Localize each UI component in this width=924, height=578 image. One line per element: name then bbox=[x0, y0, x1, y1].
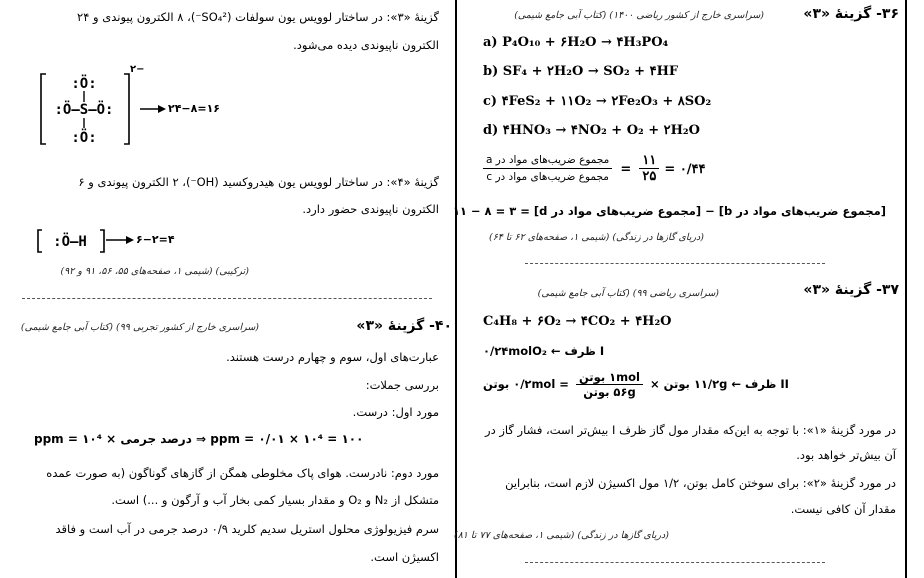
q36-ratio-value-denominator: ۲۵ bbox=[642, 169, 657, 184]
hydroxide-lewis-svg bbox=[36, 226, 216, 256]
option3-text-line2: الکترون ناپیوندی دیده می‌شود. bbox=[293, 38, 439, 52]
q37-separator bbox=[525, 562, 825, 563]
q37-conversion-fraction bbox=[576, 370, 643, 399]
hydroxide-lewis-structure bbox=[36, 226, 216, 256]
q37-paragraph-2b: مقدار آن کافی نیست. bbox=[790, 502, 896, 516]
q37-source: (سراسری ریاضی ۹۹) (کتاب آبی جامع شیمی) bbox=[537, 288, 719, 299]
q36-equation-c: c) ۴FeS₂ + ۱۱O₂ → ۲Fe₂O₃ + ۸SO₂ bbox=[483, 94, 712, 109]
q37-container-II-start: II ظرف ← ۱۱/۲g بوتن × bbox=[650, 377, 789, 391]
q37-paragraph-1b: آن بیش‌تر خواهد بود. bbox=[796, 448, 896, 462]
q40-line1: عبارت‌های اول، سوم و چهارم درست هستند. bbox=[226, 350, 439, 364]
q37-reference: (دریای گازها در زندگی) (شیمی ۱، صفحه‌های ۷۷ تا ۸۱) bbox=[453, 530, 669, 541]
q37-container-I: I ظرف ← ۰/۲۴molO₂ bbox=[483, 344, 605, 358]
svg-text::Ö:: :Ö: bbox=[71, 130, 97, 146]
svg-text::Ö–H: :Ö–H bbox=[53, 234, 87, 250]
q37-fraction-denominator: ۵۶g بوتن bbox=[583, 385, 636, 399]
q36-ratio-fraction bbox=[483, 152, 612, 185]
q36-ratio-result: = ۰/۴۴ bbox=[664, 162, 706, 177]
q37-paragraph-1: در مورد گزینهٔ «۱»: با توجه به این‌که مقدار مول گاز ظرف I بیش‌تر است، فشار گاز در bbox=[485, 423, 896, 437]
column-divider-left bbox=[455, 0, 457, 578]
q36-ratio-value-numerator: ۱۱ bbox=[639, 153, 659, 169]
q37-container-II-end: = ۰/۲mol بوتن bbox=[483, 377, 569, 391]
q36-difference-line: [مجموع ضریب‌های مواد در b] − [مجموع ضریب‌های مواد در d] = ۱۱ − ۸ = ۳ bbox=[452, 204, 886, 218]
q40-line7: اکسیژن است. bbox=[370, 550, 439, 564]
q37-fraction-numerator: ۱mol بوتن bbox=[576, 370, 643, 385]
column-divider-right bbox=[905, 0, 907, 578]
q40-line4: مورد دوم: نادرست. هوای پاک مخلوطی همگن از گازهای گوناگون (به صورت عمده bbox=[46, 466, 439, 480]
option3-text-line1: گزینهٔ «۳»: در ساختار لوویس یون سولفات (SO₄²⁻)، ۸ الکترون پیوندی و ۲۴ bbox=[77, 10, 439, 24]
option4-text-line1: گزینهٔ «۴»: در ساختار لوویس یون هیدروکسید (OH⁻)، ۲ الکترون پیوندی و ۶ bbox=[78, 175, 439, 189]
sulfate-calculation: ۲۴−۸=۱۶ bbox=[168, 102, 221, 115]
q40-line6: سرم فیزیولوژی محلول استریل سدیم کلرید ۰/۹ درصد جرمی در آب است و فاقد bbox=[55, 522, 439, 536]
q36-equation-b: b) SF₄ + ۲H₂O → SO₂ + ۴HF bbox=[483, 64, 679, 79]
left-reference-1: (ترکیبی) (شیمی ۱، صفحه‌های ۵۵، ۵۶، ۹۱ و ۹۲) bbox=[60, 266, 249, 277]
hydroxide-calculation: ۶−۲=۴ bbox=[136, 233, 175, 246]
q40-line5: متشکل از N₂ و O₂ و مقدار بسیار کمی بخار آب و آرگون و ...) است. bbox=[111, 493, 439, 507]
q40-source: (سراسری خارج از کشور تجربی ۹۹) (کتاب آبی جامع شیمی) bbox=[20, 322, 259, 333]
q40-header: ۴۰- گزینهٔ «۳» bbox=[356, 318, 452, 334]
q36-ratio-numerator: مجموع ضریب‌های مواد در a bbox=[483, 152, 612, 169]
q37-container-II bbox=[483, 370, 789, 399]
q40-line2: بررسی جملات: bbox=[365, 378, 439, 392]
q37-header: ۳۷- گزینهٔ «۳» bbox=[803, 282, 899, 298]
svg-text::Ö:: :Ö: bbox=[71, 76, 97, 92]
sulfate-charge: ۲− bbox=[130, 64, 145, 75]
q40-ppm-equation: ppm = درصد جرمی × ۱۰⁴ ⇒ ppm = ۰/۰۱ × ۱۰⁴ = ۱۰۰ bbox=[34, 432, 364, 446]
q36-header: ۳۶- گزینهٔ «۳» bbox=[803, 6, 899, 22]
left-separator bbox=[22, 298, 432, 299]
q36-equation-a: a) P₄O₁₀ + ۶H₂O → ۴H₃PO₄ bbox=[483, 35, 669, 50]
option4-text-line2: الکترون ناپیوندی حضور دارد. bbox=[302, 202, 439, 216]
q36-ratio-value-fraction bbox=[639, 153, 659, 184]
q36-reference: (دریای گازها در زندگی) (شیمی ۱، صفحه‌های ۶۲ تا ۶۴) bbox=[488, 232, 704, 243]
q36-equation-d: d) ۴HNO₃ → ۴NO₂ + O₂ + ۲H₂O bbox=[483, 123, 700, 138]
q36-ratio-expression: $\frac{\text{مجموع ضریب‌های مواد در a}}{\text{مجموع ضریب‌های مواد در c}}$ = $\frac{۱۱}{۲۵}$ = ۰/۴۴ bbox=[483, 152, 706, 185]
q40-line3: مورد اول: درست. bbox=[352, 405, 439, 419]
sulfate-lewis-structure bbox=[38, 66, 238, 150]
q37-paragraph-2: در مورد گزینهٔ «۲»: برای سوختن کامل بوتن، ۱/۲ مول اکسیژن لازم است، بنابراین bbox=[505, 476, 896, 490]
q37-equation: C₄H₈ + ۶O₂ → ۴CO₂ + ۴H₂O bbox=[483, 314, 672, 329]
q36-separator bbox=[525, 263, 825, 264]
q36-source: (سراسری خارج از کشور ریاضی ۱۴۰۰) (کتاب آبی جامع شیمی) bbox=[514, 10, 764, 21]
svg-text::Ö–S–Ö:: :Ö–S–Ö: bbox=[54, 102, 114, 118]
q36-ratio-denominator: مجموع ضریب‌های مواد در c bbox=[486, 171, 609, 183]
